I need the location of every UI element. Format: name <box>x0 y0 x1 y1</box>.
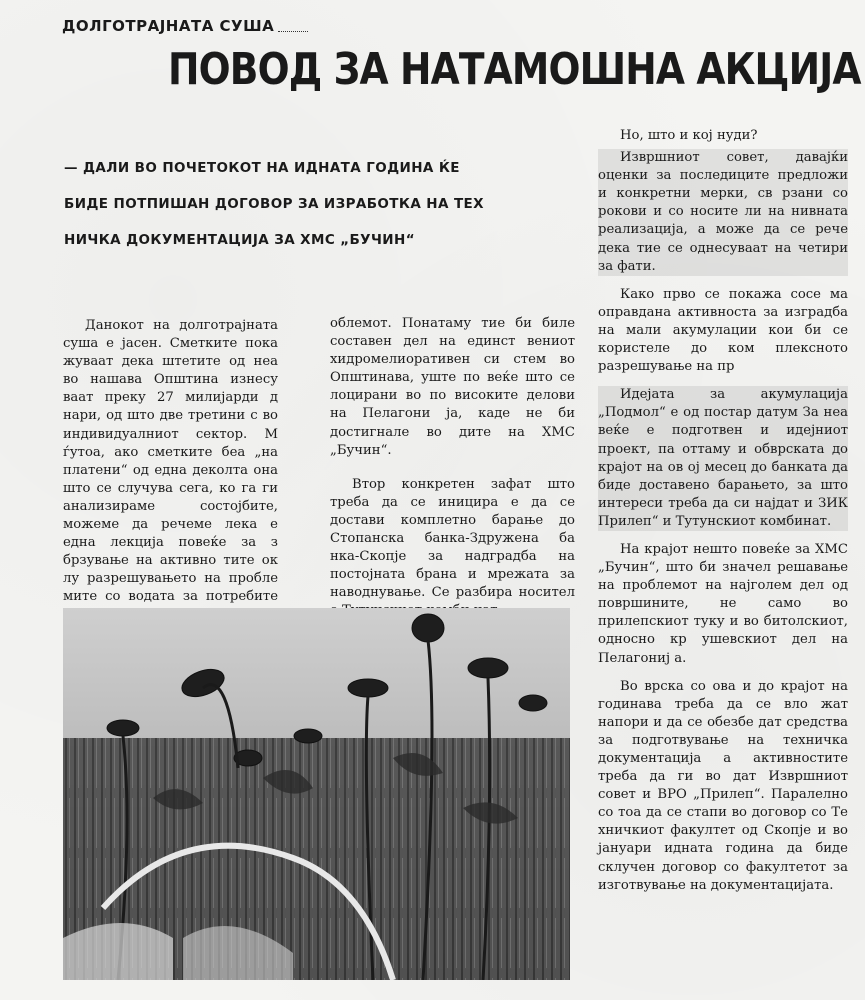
paragraph: Во врска со ова и до крајот на годинава треба да се вло жат напори и да се обезбе дат средства за подготвување на техничка документација а активностите треба да ги во дат Извршниот совет и ВРО „Прилеп“. Паралелно со тоа да се стапи во договор со Те хничкиот факултет од Скопје и во јануари идната година да биде склучен договор со факултетот за изготвување на документацијата. <box>598 678 848 893</box>
paragraph: Како прво се покажа сосе ма оправдана активноста за изградба на мали акумулации кои би се користеле до ком плексното разрешување на пр <box>598 286 848 375</box>
column-3 <box>598 127 848 905</box>
deck-line: БИДЕ ПОТПИШАН ДОГОВОР ЗА ИЗРАБОТКА НА ТЕХ <box>64 196 484 212</box>
deck <box>64 150 599 258</box>
photo-illustration <box>63 608 570 980</box>
paragraph: Извршниот совет, давајќи оценки за последиците предложи и конкретни мерки, св рзани со рокови и со носите ли на нивната реализација, а може да се рече дека тие се однесуваат на четири за фати. <box>598 149 848 276</box>
column-2 <box>330 315 575 637</box>
paragraph: На крајот нешто повеќе за ХМС „Бучин“, што би значел решавање на проблемот на најголем дел од површините, не само во прилепскиот туку и во битолскиот, односно кр ушевскиот дел на Пелагониј а. <box>598 541 848 666</box>
column-1 <box>63 317 278 641</box>
paragraph: облемот. Понатаму тие би биле составен дел на единст вениот хидромелиоративен си стем во Општинава, уште по веќе што се лоцирани во по високите делови на Пелагони ја, каде не би достигнале во дите на ХМС „Бучин“. <box>330 316 575 458</box>
sunflower-field-photo <box>63 608 570 980</box>
kicker: ДОЛГОТРАЈНАТА СУША <box>62 17 275 35</box>
subheading: Но, што и кој нуди? <box>620 128 758 143</box>
headline: ПОВОД ЗА НАТАМОШНА АКЦИЈА <box>168 44 861 95</box>
paragraph: Идејата за акумулација „Подмол“ е од постар датум За неа веќе е подготвен и идејниот проект, па оттаму и обврската до крајот на ов ој месец до банката да биде доставено барањето, за што интереси треба да си најдат и ЗИК Прилеп“ и Тутунскиот комбинат. <box>598 386 848 531</box>
deck-line: НИЧКА ДОКУМЕНТАЦИЈА ЗА ХМС „БУЧИН“ <box>64 232 415 248</box>
paragraph: Втор конкретен зафат што треба да се иницира е да се достави комплетно барање до Стопанска банка-Здружена ба нка-Скопје за надградба на постојната брана и мрежата за наводнување. Се разбира носител <box>330 476 575 601</box>
deck-line: — ДАЛИ ВО ПОЧЕТОКОТ НА ИДНАТА ГОДИНА ЌЕ <box>64 160 460 176</box>
paragraph: Данокот на долготрајната суша е јасен. Сметките пока жуваат дека штетите од неа во нашава Општина изнесу ваат преку 27 милијарди д нари, од што две третини с во индивидуалниот сектор. М ѓутоа, ако сметките беа „на платени“ од една деколта она што се случува сега, ко га ги анализираме состојбите, можеме да речеме лека е една лекција повеќе за з брзување на активно тите ок лу разрешувањето на пробле мите со водата за потребите <box>63 318 278 605</box>
kicker-dots <box>278 31 308 32</box>
